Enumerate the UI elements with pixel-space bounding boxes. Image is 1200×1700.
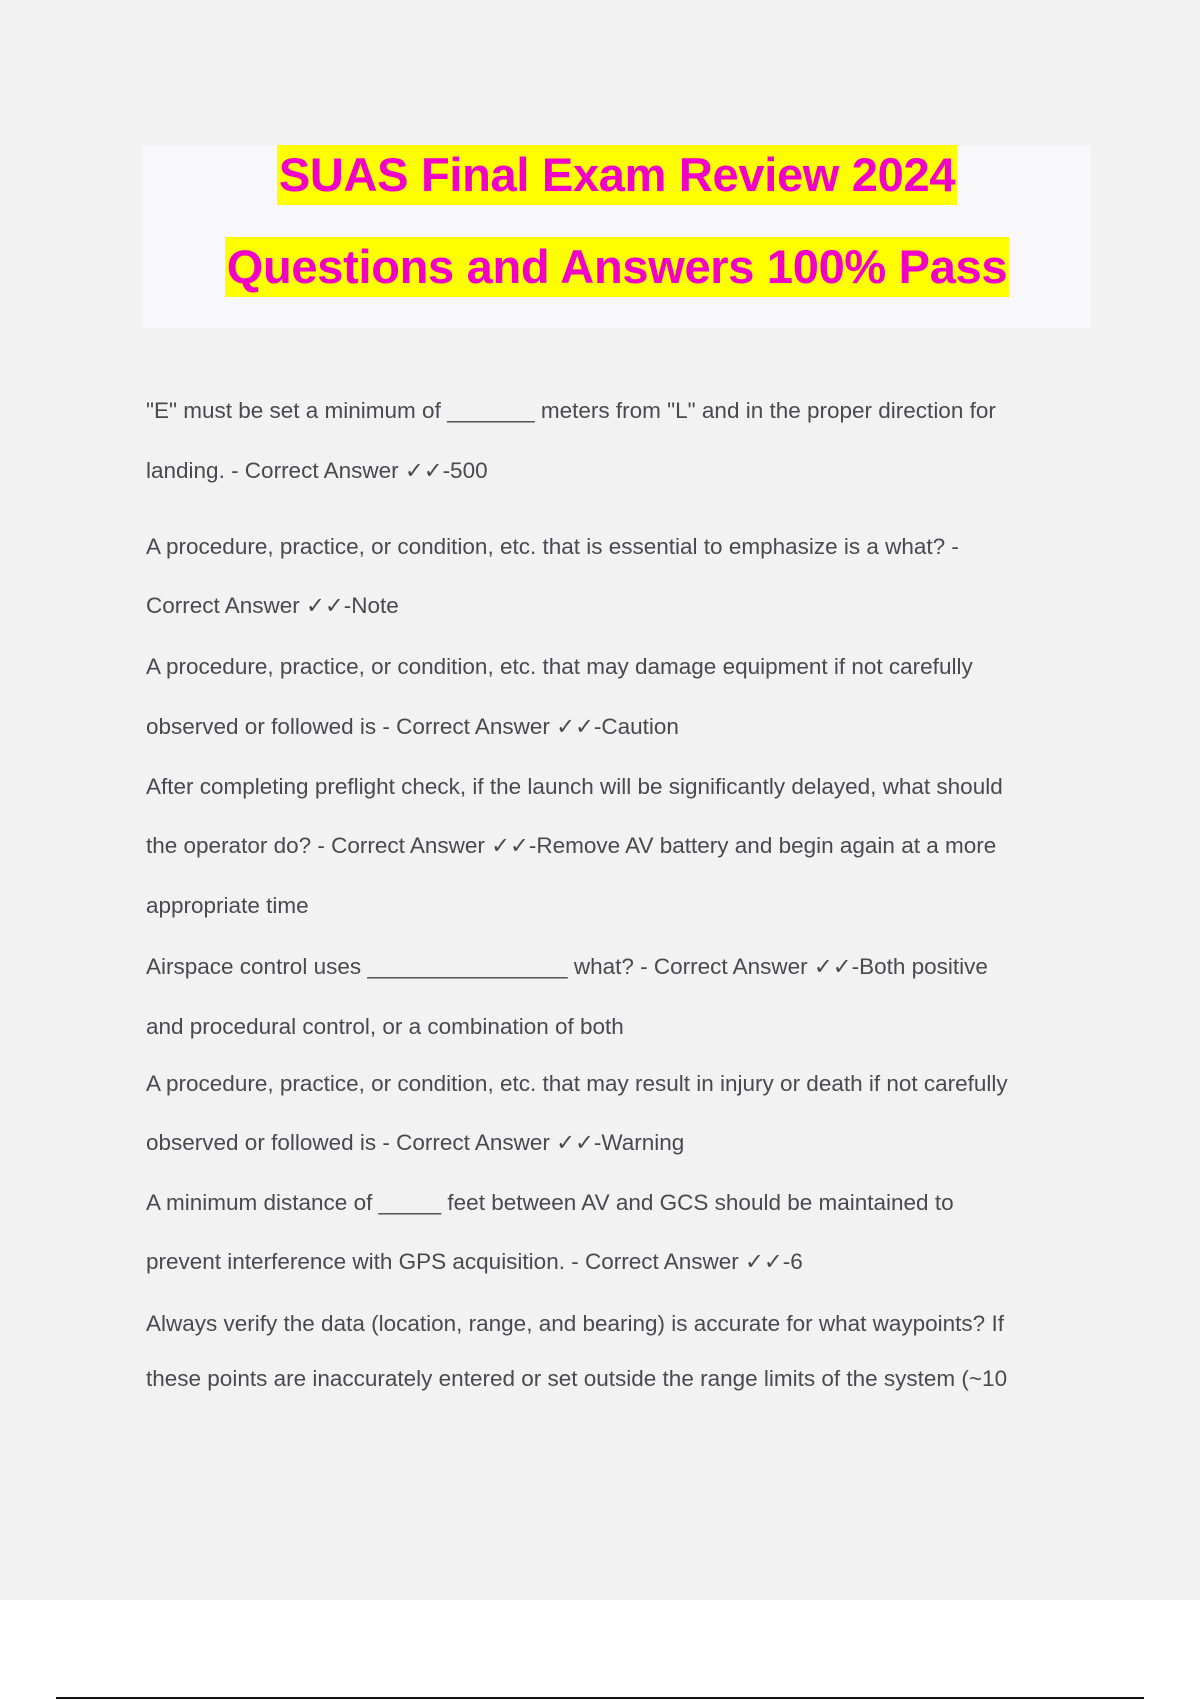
document-title-line-2: Questions and Answers 100% Pass: [225, 237, 1009, 297]
qa-5-line-2: and procedural control, or a combination of both: [146, 1014, 624, 1039]
qa-7-line-1: A minimum distance of _____ feet between AV and GCS should be maintained to: [146, 1190, 954, 1215]
qa-3-line-2: observed or followed is - Correct Answer ✓✓-Caution: [146, 714, 679, 739]
qa-2-line-2: Correct Answer ✓✓-Note: [146, 593, 399, 618]
qa-7-line-2: prevent interference with GPS acquisition. - Correct Answer ✓✓-6: [146, 1249, 803, 1274]
qa-6-line-1: A procedure, practice, or condition, etc. that may result in injury or death if not carefully: [146, 1071, 1008, 1096]
qa-4-line-2: the operator do? - Correct Answer ✓✓-Remove AV battery and begin again at a more: [146, 833, 997, 858]
footer-divider: [56, 1697, 1144, 1699]
qa-8-line-1: Always verify the data (location, range, and bearing) is accurate for what waypoints? If: [146, 1311, 1004, 1336]
qa-8-line-2: these points are inaccurately entered or set outside the range limits of the system (~10: [146, 1366, 1008, 1391]
qa-3-line-1: A procedure, practice, or condition, etc. that may damage equipment if not carefully: [146, 654, 973, 679]
qa-4-line-1: After completing preflight check, if the launch will be significantly delayed, what should: [146, 774, 1003, 799]
document-title-line-1: SUAS Final Exam Review 2024: [277, 145, 957, 205]
qa-6-line-2: observed or followed is - Correct Answer ✓✓-Warning: [146, 1130, 685, 1155]
title-banner: [143, 145, 1091, 328]
qa-4-line-3: appropriate time: [146, 893, 309, 918]
qa-2-line-1: A procedure, practice, or condition, etc. that is essential to emphasize is a what? -: [146, 534, 959, 559]
qa-5-line-1: Airspace control uses ________________ what? - Correct Answer ✓✓-Both positive: [146, 954, 988, 979]
qa-1-line-2: landing. - Correct Answer ✓✓-500: [146, 458, 488, 483]
qa-1-line-1: "E" must be set a minimum of _______ meters from "L" and in the proper direction for: [146, 398, 996, 423]
